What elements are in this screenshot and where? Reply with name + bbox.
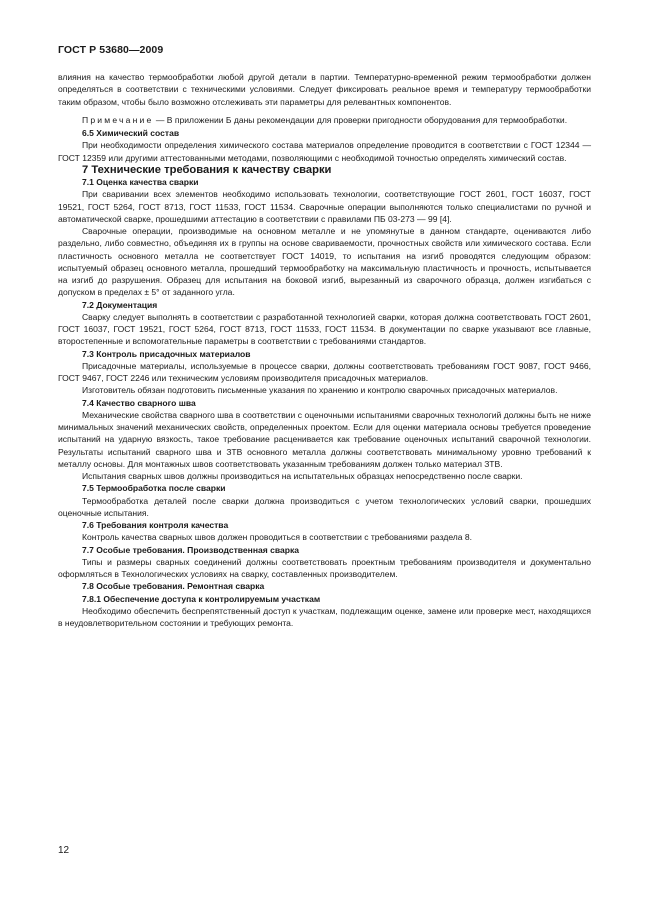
paragraph-continuation: влияния на качество термообработки любой другой детали в партии. Температурно-временной режим термообработки должен определяться в соответствии с техническими условиями. Следует фиксировать реальное время и температуру термообработки таким образом, чтобы было возможно отслеживать эти параметры для релевантных компонентов. (58, 72, 591, 107)
section-7-1-title: 7.1 Оценка качества сварки (82, 177, 199, 187)
section-7-3-title: 7.3 Контроль присадочных материалов (82, 348, 251, 359)
section-7-8-title: 7.8 Особые требования. Ремонтная сварка (82, 581, 265, 592)
section-7-2-text: Сварку следует выполнять в соответствии с разработанной технологией сварки, которая должна соответствовать ГОСТ 2601, ГОСТ 16037, ГОСТ 19521, ГОСТ 5264, ГОСТ 8713, ГОСТ 11533, ГОСТ 11534. В документации по сварке указывают все главные, второстепенные и вспомогательные параметры в соответствии с требованиями стандартов. (58, 311, 591, 347)
section-7-3-paragraph: Присадочные материалы, используемые в процессе сварки, должны соответствовать требованиям ГОСТ 9087, ГОСТ 9466, ГОСТ 9467, ГОСТ 2246 или техническим условиям производителя присадочных материалов. (58, 360, 591, 383)
section-7-7-text: Типы и размеры сварных соединений должны соответствовать проектным требованиям производителя и документально оформляться в Технологических условиях на сварку, составленных производителем. (58, 556, 591, 579)
document-header: ГОСТ Р 53680—2009 (58, 44, 164, 56)
section-7-7-title: 7.7 Особые требования. Производственная сварка (82, 544, 300, 555)
section-7-4-paragraph: Механические свойства сварного шва в соответствии с оценочными испытаниями сварочных технологий должны быть не ниже минимальных значений механических свойств, определенных проектом. Если для оценки материала основы требуется проведение испытаний на ударную вязкость, такое требование расценивается как требование оценочных испытаний сварочной технологии. Результаты испытаний сварного шва и ЗТВ основного металла должны соответствовать минимальному уровню требований к металлу основы. Для монтажных швов соответствовать указанным требованиям должен только материал ЗТВ. (58, 409, 591, 469)
section-6-5-text: При необходимости определения химического состава материалов определение проводится в соответствии с ГОСТ 12344 — ГОСТ 12359 или другими аттестованными методами, позволяющими с необходимой точностью определять химический состав. (58, 140, 591, 163)
section-7-6-title: 7.6 Требования контроля качества (82, 520, 229, 530)
section-7-5-text: Термообработка деталей после сварки должна производиться с учетом технологических условий сварки, прошедших оценочные испытания. (58, 495, 591, 518)
section-7-8-1-text: Необходимо обеспечить беспрепятственный доступ к участкам, подлежащим оценке, замене или проверке мест, находящихся в неудовлетворительном состоянии и требующих ремонта. (58, 605, 591, 628)
page-number: 12 (58, 845, 70, 856)
note (58, 114, 591, 126)
section-7-2-title: 7.2 Документация (82, 299, 158, 310)
section-6-5-title: 6.5 Химический состав (82, 128, 180, 138)
section-7-4-title: 7.4 Качество сварного шва (82, 397, 196, 408)
note-text: — В приложении Б даны рекомендации для проверки пригодности оборудования для термообработки. (153, 114, 568, 125)
section-7-5-title: 7.5 Термообработка после сварки (82, 483, 226, 494)
section-7-title: 7 Технические требования к качеству сварки (82, 163, 332, 176)
section-7-1-paragraph: При сваривании всех элементов необходимо использовать технологии, соответствующие ГОСТ 2601, ГОСТ 16037, ГОСТ 19521, ГОСТ 5264, ГОСТ 8713, ГОСТ 11533, ГОСТ 11534. Сварочные операции выполняются только специалистами по ручной и автоматической сварке, прошедшими аттестацию в соответствии с правилами ПБ 03-273 — 99 [4]. (58, 189, 591, 224)
section-7-1-paragraph: Сварочные операции, производимые на основном металле и не упомянутые в данном стандарте, оцениваются либо раздельно, либо совместно, объединяя их в группы на основе свариваемости, прочностных свойств или химического состава. Если пластичность основного металла не соответствует ГОСТ 14019, то испытания на изгиб проводятся следующим образом: испытуемый образец основного металла, прошедший термообработку на максимальную пластичность и прочность, испытывается на изгиб до разрушения. Образец для испытания на боковой изгиб, вырезанный из сварочного образца, должен изгибаться с допуском в пределах ± 5° от заданного угла. (58, 226, 591, 298)
section-7-8-1-title: 7.8.1 Обеспечение доступа к контролируемым участкам (82, 593, 321, 604)
section-7-4-paragraph: Испытания сварных швов должны производиться на испытательных образцах непосредственно после сварки. (82, 471, 523, 481)
note-label: Примечание (82, 114, 154, 125)
section-7-3-paragraph: Изготовитель обязан подготовить письменные указания по хранению и контролю сварочных присадочных материалов. (82, 385, 558, 396)
section-7-6-text: Контроль качества сварных швов должен проводиться в соответствии с требованиями раздела 8. (82, 532, 473, 543)
page-content (58, 71, 591, 629)
